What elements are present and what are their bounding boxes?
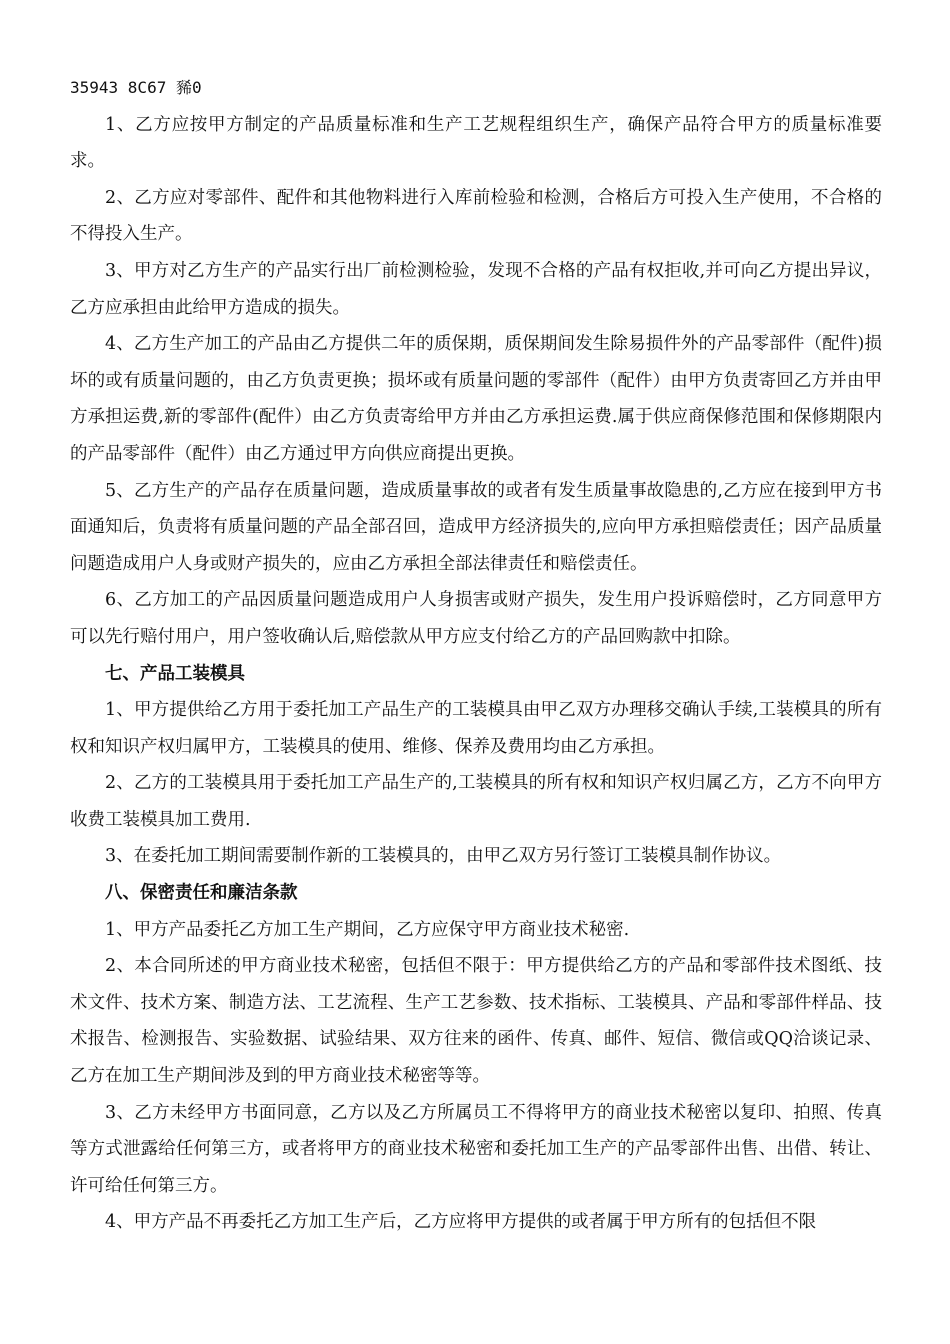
quality-item: 4、乙方生产加工的产品由乙方提供二年的质保期，质保期间发生除易损件外的产品零部件（配件)损坏的或有质量问题的，由乙方负责更换；损坏或有质量问题的零部件（配件）由甲方负责寄回乙方并由甲方承担运费,新的零部件(配件）由乙方负责寄给甲方并由乙方承担运费.属于供应商保修范围和保修期限内的产品零部件（配件）由乙方通过甲方向供应商提出更换。 <box>70 334 882 464</box>
confidentiality-item: 3、乙方未经甲方书面同意，乙方以及乙方所属员工不得将甲方的商业技术秘密以复印、拍照、传真等方式泄露给任何第三方，或者将甲方的商业技术秘密和委托加工生产的产品零部件出售、出借、转让、许可给任何第三方。 <box>70 1102 882 1196</box>
tooling-item: 3、在委托加工期间需要制作新的工装模具的，由甲乙双方另行签订工装模具制作协议。 <box>105 846 782 867</box>
quality-item: 5、乙方生产的产品存在质量问题，造成质量事故的或者有发生质量事故隐患的,乙方应在接到甲方书面通知后，负责将有质量问题的产品全部召回，造成甲方经济损失的,应向甲方承担赔偿责任；因产品质量问题造成用户人身或财产损失的，应由乙方承担全部法律责任和赔偿责任。 <box>70 480 882 574</box>
quality-item: 6、乙方加工的产品因质量问题造成用户人身损害或财产损失，发生用户投诉赔偿时，乙方同意甲方可以先行赔付用户，用户签收确认后,赔偿款从甲方应支付给乙方的产品回购款中扣除。 <box>70 590 882 647</box>
quality-item: 1、乙方应按甲方制定的产品质量标准和生产工艺规程组织生产，确保产品符合甲方的质量标准要求。 <box>70 114 882 172</box>
quality-item: 2、乙方应对零部件、配件和其他物料进行入库前检验和检测，合格后方可投入生产使用，不合格的不得投入生产。 <box>70 187 882 245</box>
tooling-item: 1、甲方提供给乙方用于委托加工产品生产的工装模具由甲乙双方办理移交确认手续,工装模具的所有权和知识产权归属甲方，工装模具的使用、维修、保养及费用均由乙方承担。 <box>70 700 882 757</box>
tooling-item: 2、乙方的工装模具用于委托加工产品生产的,工装模具的所有权和知识产权归属乙方，乙方不向甲方收费工装模具加工费用. <box>70 773 882 830</box>
quality-item: 3、甲方对乙方生产的产品实行出厂前检测检验，发现不合格的产品有权拒收,并可向乙方提出异议，乙方应承担由此给甲方造成的损失。 <box>70 260 882 318</box>
confidentiality-item: 2、本合同所述的甲方商业技术秘密，包括但不限于：甲方提供给乙方的产品和零部件技术图纸、技术文件、技术方案、制造方法、工艺流程、生产工艺参数、技术指标、工装模具、产品和零部件样品、技术报告、检测报告、实验数据、试验结果、双方往来的函件、传真、邮件、短信、微信或QQ洽谈记录、乙方在加工生产期间涉及到的甲方商业技术秘密等等。 <box>70 956 882 1087</box>
section-heading-tooling: 七、产品工装模具 <box>105 663 245 684</box>
confidentiality-item: 1、甲方产品委托乙方加工生产期间，乙方应保守甲方商业技术秘密. <box>105 919 630 940</box>
section-heading-confidentiality: 八、保密责任和廉洁条款 <box>105 883 298 904</box>
confidentiality-item: 4、甲方产品不再委托乙方加工生产后，乙方应将甲方提供的或者属于甲方所有的包括但不限 <box>105 1212 817 1233</box>
document-code: 35943 8C67 豨0 <box>70 78 202 97</box>
